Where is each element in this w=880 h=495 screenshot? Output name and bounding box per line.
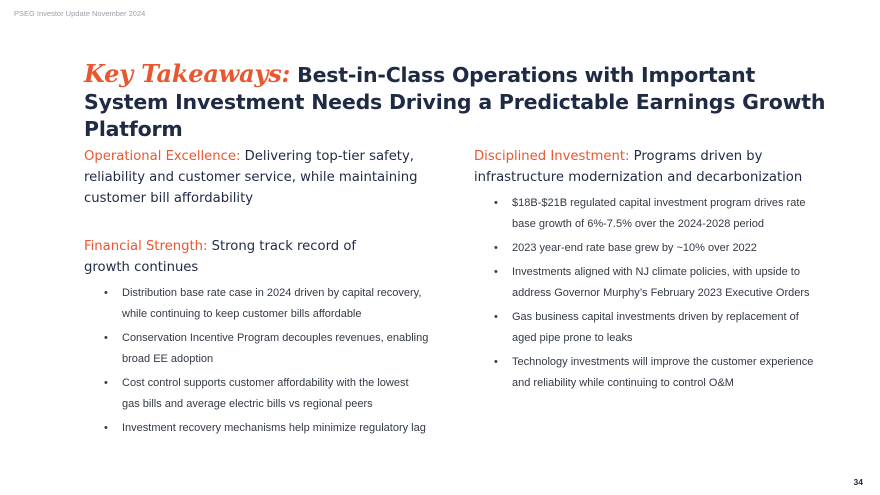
financial-bullets <box>84 283 429 439</box>
page-number: 34 <box>853 477 863 487</box>
list-item: • Investment recovery mechanisms help minimize regulatory lag <box>104 418 429 439</box>
list-item: • Conservation Incentive Program decouples revenues, enabling broad EE adoption <box>104 328 429 370</box>
header-note: PSEG Investor Update November 2024 <box>14 9 146 18</box>
page-title <box>84 60 844 143</box>
disciplined-investment-section <box>474 146 824 397</box>
list-item: • Technology investments will improve the customer experience and reliability while continuing to control O&M <box>494 352 824 394</box>
title-rest: Best-in-Class Operations with Important System Investment Needs Driving a Predictable Earnings Growth Platform <box>84 63 826 141</box>
financial-lead: Financial Strength: <box>84 239 208 254</box>
title-accent: Key Takeaways: <box>84 59 291 88</box>
list-item: • Distribution base rate case in 2024 driven by capital recovery, while continuing to keep customer bills affordable <box>104 283 429 325</box>
list-item: • $18B-$21B regulated capital investment program drives rate base growth of 6%-7.5% over the 2024-2028 period <box>494 193 824 235</box>
financial-text: Strong track record of growth continues <box>84 239 357 275</box>
list-item: • 2023 year-end rate base grew by ~10% over 2022 <box>494 238 824 259</box>
disciplined-bullets <box>474 193 824 394</box>
financial-strength-section <box>84 236 434 442</box>
disciplined-lead: Disciplined Investment: <box>474 149 630 164</box>
operational-lead: Operational Excellence: <box>84 149 241 164</box>
operational-heading <box>84 146 429 209</box>
list-item: • Gas business capital investments driven by replacement of aged pipe prone to leaks <box>494 307 824 349</box>
operational-excellence-section <box>84 146 429 209</box>
disciplined-heading <box>474 146 824 188</box>
operational-text: Delivering top-tier safety, reliability and customer service, while maintaining customer bill affordability <box>84 149 418 206</box>
disciplined-text: Programs driven by infrastructure modernization and decarbonization <box>474 149 803 185</box>
financial-heading <box>84 236 374 278</box>
list-item: • Investments aligned with NJ climate policies, with upside to address Governor Murphy’s February 2023 Executive Orders <box>494 262 824 304</box>
list-item: • Cost control supports customer affordability with the lowest gas bills and average electric bills vs regional peers <box>104 373 429 415</box>
